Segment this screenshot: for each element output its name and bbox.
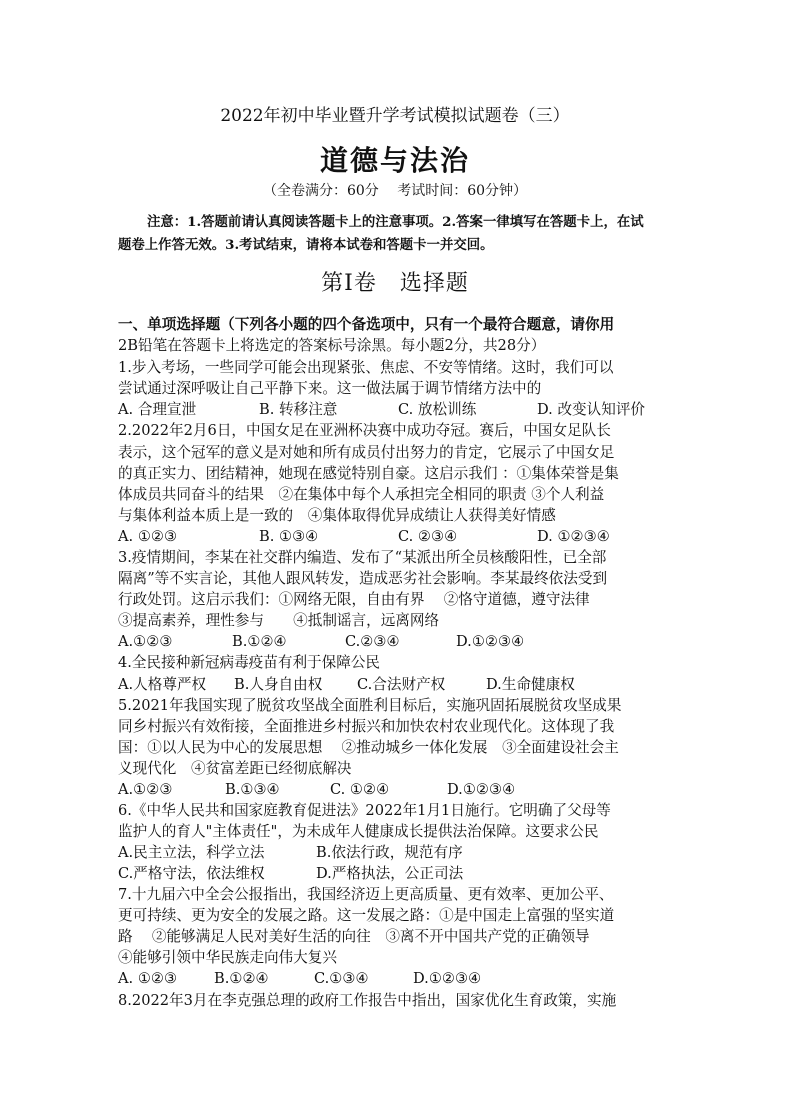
question-6-option-c: C.严格守法，依法维权	[118, 865, 265, 882]
question-5-option-a: A.①②③	[118, 781, 173, 798]
question-3-option-c: C.②③④	[345, 633, 400, 650]
question-7-option-a: A. ①②③	[118, 970, 178, 987]
question-4-option-a: A.人格尊严权	[118, 676, 207, 693]
question-2-option-c: C. ②③④	[398, 528, 458, 545]
question-2-line-2: 表示，这个冠军的意义是对她和所有成员付出努力的肯定，它展示了中国女足	[118, 444, 615, 461]
question-3-option-a: A.①②③	[118, 633, 173, 650]
question-2-line-1: 2.2022年2月6日，中国女足在亚洲杯决赛中成功夺冠。赛后，中国女足队长	[118, 422, 611, 439]
question-7-line-3: 路 ②能够满足人民对美好生活的向往 ③离不开中国共产党的正确领导	[118, 928, 590, 945]
section-heading: 一、单项选择题（下列各小题的四个备选项中，只有一个最符合题意，请你用	[118, 316, 615, 333]
question-3-line-3: 行政处罚。这启示我们：①网络无限，自由有界 ②恪守道德，遵守法律	[118, 591, 590, 608]
question-3-option-d: D.①②③④	[456, 633, 525, 650]
part-title: 第Ⅰ卷 选择题	[321, 271, 469, 296]
question-6-line-1: 6.《中华人民共和国家庭教育促进法》2022年1月1日施行。它明确了父母等	[118, 802, 611, 819]
question-5-option-d: D.①②③④	[447, 781, 516, 798]
notice-line-2: 题卷上作答无效。3.考试结束，请将本试卷和答题卡一并交回。	[118, 237, 494, 253]
question-1-option-a: A. 合理宣泄	[118, 401, 197, 418]
question-6-line-2: 监护人的育人"主体责任"，为未成年人健康成长提供法治保障。这要求公民	[118, 823, 599, 840]
question-7-line-4: ④能够引领中华民族走向伟大复兴	[118, 949, 337, 966]
question-5-line-3: 国：①以人民为中心的发展思想 ②推动城乡一体化发展 ③全面建设社会主	[118, 739, 619, 756]
question-4-option-c: C.合法财产权	[357, 676, 446, 693]
notice-line-1: 注意：1.答题前请认真阅读答题卡上的注意事项。2.答案一律填写在答题卡上，在试	[147, 214, 644, 230]
question-6-option-b: B.依法行政，规范有序	[316, 844, 463, 861]
question-2-option-d: D. ①②③④	[537, 528, 610, 545]
question-5-option-c: C. ①②④	[330, 781, 390, 798]
question-7-option-d: D.①②③④	[413, 970, 482, 987]
question-7-option-b: B.①②④	[214, 970, 269, 987]
question-6-option-a: A.民主立法，科学立法	[118, 844, 265, 861]
question-1-line-2: 尝试通过深呼吸让自己平静下来。这一做法属于调节情绪方法中的	[118, 380, 542, 397]
question-3-option-b: B.①②④	[232, 633, 287, 650]
question-7-option-c: C.①③④	[314, 970, 369, 987]
question-1-line-1: 1.步入考场，一些同学可能会出现紧张、焦虑、不安等情绪。这时，我们可以	[118, 359, 614, 376]
question-2-line-5: 与集体利益本质上是一致的 ④集体取得优异成绩让人获得美好情感	[118, 507, 556, 524]
question-3-line-1: 3.疫情期间，李某在社交群内编造、发布了“某派出所全员核酸阳性，已全部	[118, 549, 607, 566]
question-5-option-b: B.①③④	[225, 781, 280, 798]
section-instructions: 2B铅笔在答题卡上将选定的答案标号涂黑。每小题2分，共28分）	[118, 337, 546, 354]
question-1-option-c: C. 放松训练	[398, 401, 477, 418]
question-2-option-a: A. ①②③	[118, 528, 178, 545]
question-8-line-1: 8.2022年3月在李克强总理的政府工作报告中指出，国家优化生育政策，实施	[118, 992, 617, 1009]
question-4-option-b: B.人身自由权	[234, 676, 323, 693]
question-5-line-1: 5.2021年我国实现了脱贫攻坚战全面胜利目标后，实施巩固拓展脱贫攻坚成果	[118, 697, 622, 714]
question-7-line-1: 7.十九届六中全会公报指出，我国经济迈上更高质量、更有效率、更加公平、	[118, 886, 614, 903]
question-2-line-3: 的真正实力、团结精神，她现在感觉特别自豪。这启示我们 ：①集体荣誉是集	[118, 465, 619, 482]
question-5-line-4: 义现代化 ④贫富差距已经彻底解决	[118, 760, 352, 777]
question-4-line-1: 4.全民接种新冠病毒疫苗有利于保障公民	[118, 654, 381, 671]
question-3-line-2: 隔离”等不实言论，其他人跟风转发，造成恶劣社会影响。李某最终依法受到	[118, 570, 608, 587]
question-7-line-2: 更可持续、更为安全的发展之路。这一发展之路：①是中国走上富强的坚实道	[118, 907, 615, 924]
question-6-option-d: D.严格执法，公正司法	[316, 865, 464, 882]
question-5-line-2: 同乡村振兴有效衔接，全面推进乡村振兴和加快农村农业现代化。这体现了我	[118, 718, 615, 735]
exam-meta: （全卷满分：60分 考试时间：60分钟）	[262, 183, 528, 199]
question-1-option-d: D. 改变认知评价	[537, 401, 646, 418]
question-3-line-4: ③提高素养，理性参与 ④抵制谣言，远离网络	[118, 612, 440, 629]
exam-subtitle: 2022年初中毕业暨升学考试模拟试题卷（三）	[220, 106, 570, 126]
subject-title: 道德与法治	[319, 144, 470, 177]
question-1-option-b: B. 转移注意	[259, 401, 338, 418]
question-2-line-4: 体成员共同奋斗的结果 ②在集体中每个人承担完全相同的职责 ③个人利益	[118, 486, 605, 503]
question-2-option-b: B. ①③④	[259, 528, 319, 545]
question-4-option-d: D.生命健康权	[486, 676, 575, 693]
